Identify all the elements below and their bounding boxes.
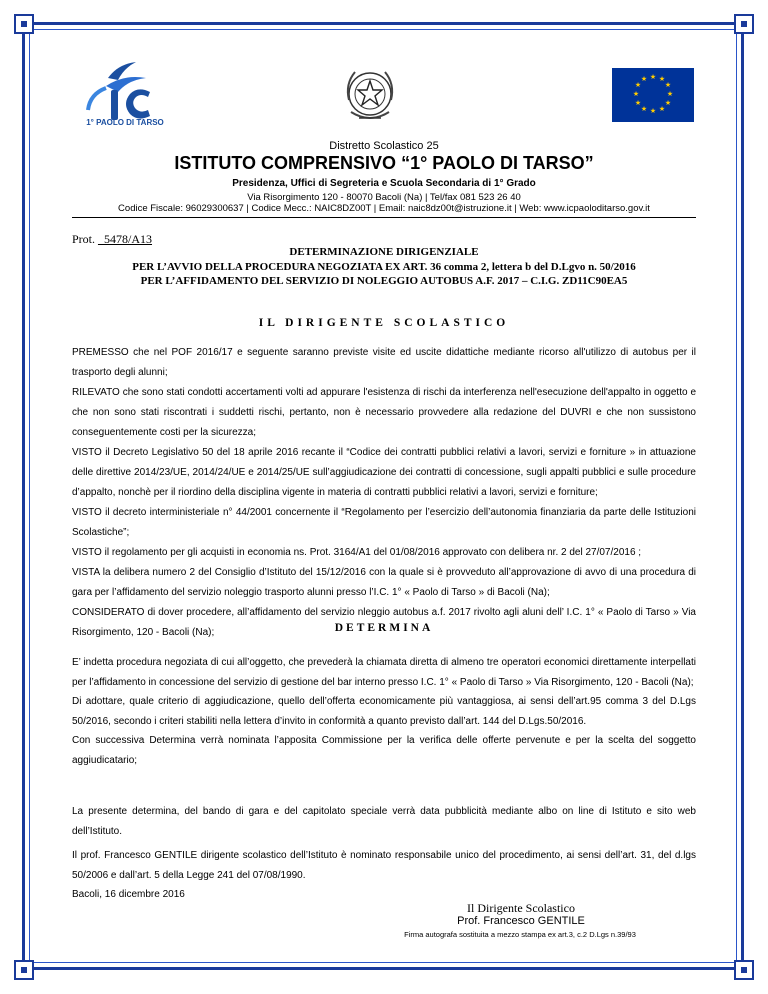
svg-text:★: ★ [658,105,666,113]
svg-text:★: ★ [664,99,672,107]
decision-paragraph: Con successiva Determina verrà nominata l’apposita Commissione per la verifica delle offerte pervenute e per la scelta del soggetto aggiudicatario; [72,735,696,766]
determina-heading: DETERMINA [334,622,434,634]
signature-name: Prof. Francesco GENTILE [457,915,585,927]
premise-paragraph: PREMESSO che nel POF 2016/17 e seguente saranno previste visite ed uscite didattiche mediante ricorso all'utilizzo di autobus per il trasporto degli alunni; [72,347,696,378]
document-subtitle-2: PER L’AFFIDAMENTO DEL SERVIZIO DI NOLEGGIO AUTOBUS A.F. 2017 – C.I.G. ZD11C90EA5 [140,275,628,287]
signature-note: Firma autografa sostituita a mezzo stampa ex art.3, c.2 D.Lgs n.39/93 [404,930,636,939]
svg-text:★: ★ [666,90,674,98]
svg-text:★: ★ [634,81,642,89]
premise-paragraph: RILEVATO che sono stati condotti accertamenti volti ad appurare l'esistenza di rischi da interferenza nell'esecuzione dell'appalto in oggetto e che non sono stati riscontrati i suddetti rischi, pertanto, non è necessario provvedere alla redazione del DUVRI e che non sussistono conseguentemente costi per la sicurezza; [72,387,696,438]
frame-corner-ornament [734,960,754,980]
publication-text: La presente determina, del bando di gara e del capitolato speciale verrà data pubblicità mediante albo on line di Istituto e sito web dell’Istituto. [72,806,696,837]
premise-paragraph: CONSIDERATO di dover procedere, all’affidamento del servizio nleggio autobus a.f. 2017 rivolto agli aluni dell’ I.C. 1° « Paolo di Tarso » Via Risorgimento, 120 - Bacoli (Na); [72,607,696,638]
svg-text:★: ★ [634,99,642,107]
protocol [72,232,152,247]
responsible-text: Il prof. Francesco GENTILE dirigente scolastico dell’Istituto è nominato responsabile unico del procedimento, ai sensi dell’art. 31, del d.lgs 50/2006 e dall’art. 5 della Legge 241 del 07/08/1990. [72,850,696,881]
protocol-label: Prot. [72,232,96,246]
svg-text:★: ★ [640,75,648,83]
document-date: Bacoli, 16 dicembre 2016 [72,889,185,900]
address-line: Via Risorgimento 120 - 80070 Bacoli (Na) | Tel/fax 081 523 26 40 [247,192,521,203]
eu-flag-icon [612,68,694,122]
publication-paragraph [72,802,696,842]
decision-paragraph: Di adottare, quale criterio di aggiudicazione, quello dell’offerta economicamente più vantaggiosa, ai sensi dell’art.95 comma 3 del D.Lgs 50/2016, secondo i criteri stabiliti nella lettera d’invito in conformità a quanto previsto dall’art. 144 del D.Lgs.50/2016. [72,696,696,727]
logo-caption: 1° PAOLO DI TARSO [86,118,164,127]
responsible-paragraph [72,846,696,886]
premise-paragraph: VISTO il Decreto Legislativo 50 del 18 aprile 2016 recante il “Codice dei contratti pubblici relativi a lavori, servizi e forniture » in attuazione delle direttive 2014/23/UE, 2014/24/UE e 2014/25/UE sull’aggiudicazione dei contratti di concessione, sugli appalti pubblici e sulle procedure d’appalto, nonchè per il riordino della disciplina vigente in materia di contratti pubblici relativi a lavori, servizi e forniture; [72,447,696,498]
premise-paragraph: VISTO il decreto interministeriale n° 44/2001 concernente il “Regolamento per l’esercizio dell’autonomia finanziaria da parte delle Istituzioni Scolastiche”; [72,507,696,538]
header-divider [72,217,696,218]
offices-line: Presidenza, Uffici di Segreteria e Scuola Secondaria di 1° Grado [232,178,536,189]
frame-corner-ornament [14,960,34,980]
district-label: Distretto Scolastico 25 [329,140,439,152]
dirigente-heading: IL DIRIGENTE SCOLASTICO [258,317,510,329]
signature-role: Il Dirigente Scolastico [467,901,575,915]
frame-corner-ornament [734,14,754,34]
svg-text:★: ★ [649,73,657,81]
premise-paragraph: VISTO il regolamento per gli acquisti in economia ns. Prot. 3164/A1 del 01/08/2016 approvato con delibera nr. 2 del 27/07/2016 ; [72,547,642,558]
school-name: ISTITUTO COMPRENSIVO “1° PAOLO DI TARSO” [174,153,594,173]
document-subtitle-1: PER L’AVVIO DELLA PROCEDURA NEGOZIATA EX ART. 36 comma 2, lettera b del D.Lgvo n. 50/2016 [132,261,636,273]
svg-text:★: ★ [649,107,657,115]
codes-line: Codice Fiscale: 96029300637 | Codice Mecc.: NAIC8DZ00T | Email: naic8dz00t@istruzione.it | Web: www.icpaoloditarso.gov.it [118,203,650,214]
decisions-block [72,653,696,770]
protocol-number: _5478/A13 [98,232,153,246]
decision-paragraph: E’ indetta procedura negoziata di cui all’oggetto, che prevederà la chiamata diretta di almeno tre operatori economici direttamente interpellati per l’affidamento in concessione del servizio di gestione del bar interno presso I.C. 1° « Paolo di Tarso » Via Risorgimento, 120 - Bacoli (Na); [72,657,696,688]
svg-text:★: ★ [632,90,640,98]
svg-text:★: ★ [664,81,672,89]
svg-text:★: ★ [640,105,648,113]
italian-republic-emblem-icon [339,62,401,128]
frame-corner-ornament [14,14,34,34]
premises-block [72,343,696,643]
document-title: DETERMINAZIONE DIRIGENZIALE [289,246,479,258]
premise-paragraph: VISTA la delibera numero 2 del Consiglio d’Istituto del 15/12/2016 con la quale si è provveduto all’approvazione di avvo di una procedura di gara per l’affidamento del servizio noleggio trasporto alunni presso l’I.C. 1° « Paolo di Tarso » di Bacoli (Na); [72,567,696,598]
svg-text:★: ★ [658,75,666,83]
